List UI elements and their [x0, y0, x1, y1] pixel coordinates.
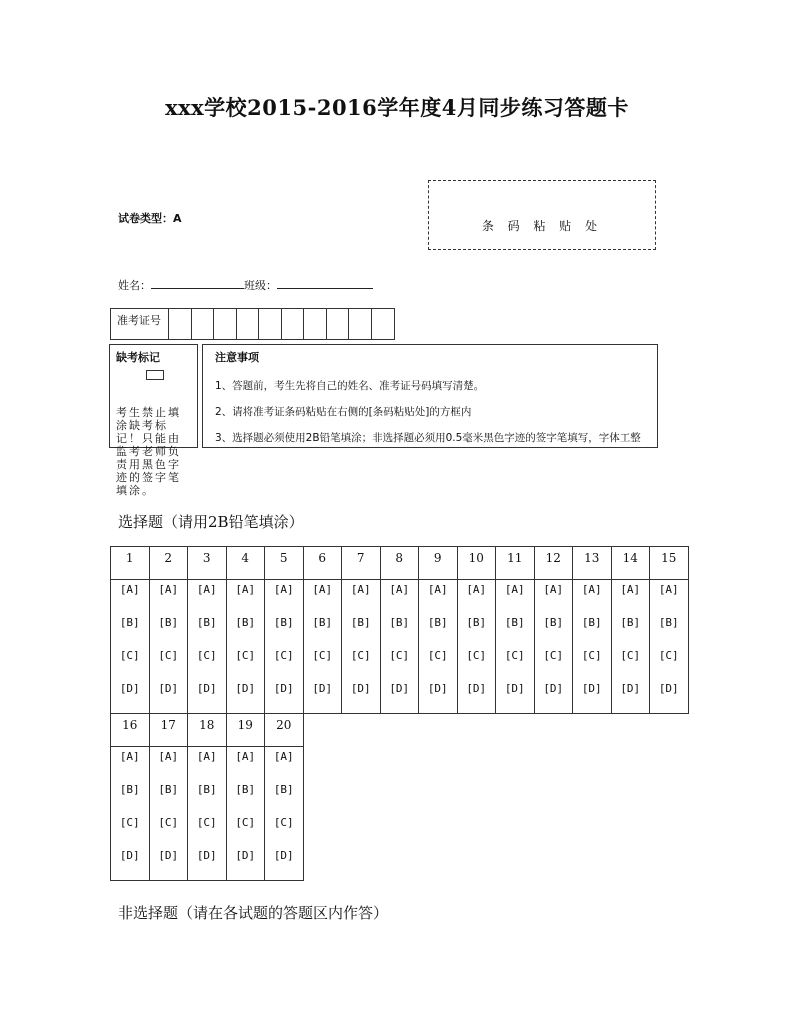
question-options — [111, 747, 150, 881]
ticket-digit-cell[interactable] — [259, 309, 282, 339]
question-number — [188, 714, 227, 747]
answer-option-bubble[interactable]: [D] — [119, 849, 140, 862]
answer-option-bubble[interactable]: [A] — [350, 583, 371, 596]
question-number — [111, 547, 150, 580]
answer-option-bubble[interactable]: [D] — [389, 682, 410, 695]
answer-option-bubble[interactable]: [A] — [543, 583, 564, 596]
answer-option-bubble[interactable]: [A] — [235, 750, 256, 763]
question-options — [380, 580, 419, 714]
answer-option-bubble[interactable]: [D] — [466, 682, 487, 695]
ticket-digit-cell[interactable] — [192, 309, 215, 339]
answer-grid-row2 — [110, 713, 304, 881]
page-title: xxx学校2015-2016学年度4月同步练习答题卡 — [165, 95, 629, 120]
question-number-label: 17 — [160, 718, 176, 732]
question-number-label: 2 — [164, 551, 173, 565]
question-number-label: 16 — [122, 718, 138, 732]
answer-option-bubble[interactable]: [D] — [158, 849, 179, 862]
answer-option-bubble[interactable]: [C] — [350, 649, 371, 662]
ticket-digit-cell[interactable] — [372, 309, 395, 339]
question-number — [496, 547, 535, 580]
question-options — [611, 580, 650, 714]
name-label: 姓名： — [118, 279, 151, 292]
question-number-label: 7 — [356, 551, 365, 565]
answer-option-bubble[interactable]: [D] — [273, 682, 294, 695]
answer-option-bubble[interactable]: [C] — [196, 649, 217, 662]
answer-option-bubble[interactable]: [D] — [543, 682, 564, 695]
question-options — [534, 580, 573, 714]
question-number-label: 6 — [318, 551, 327, 565]
question-number — [611, 547, 650, 580]
exam-type: 试卷类型：A — [118, 212, 182, 225]
question-number — [534, 547, 573, 580]
question-options — [265, 747, 304, 881]
answer-option-bubble[interactable]: [B] — [543, 616, 564, 629]
choice-section-title: 选择题（请用2B铅笔填涂） — [118, 513, 304, 531]
question-number-label: 20 — [276, 718, 292, 732]
class-field[interactable] — [277, 276, 373, 289]
answer-option-bubble[interactable]: [C] — [658, 649, 679, 662]
answer-option-bubble[interactable]: [D] — [273, 849, 294, 862]
answer-option-bubble[interactable]: [B] — [504, 616, 525, 629]
answer-option-bubble[interactable]: [B] — [196, 783, 217, 796]
answer-option-bubble[interactable]: [C] — [389, 649, 410, 662]
question-number — [380, 547, 419, 580]
answer-option-bubble[interactable]: [A] — [158, 750, 179, 763]
answer-option-bubble[interactable]: [B] — [158, 783, 179, 796]
answer-grid-row1 — [110, 546, 689, 714]
answer-option-bubble[interactable]: [D] — [235, 849, 256, 862]
answer-option-bubble[interactable]: [D] — [504, 682, 525, 695]
question-number-label: 4 — [241, 551, 250, 565]
answer-option-bubble[interactable]: [A] — [273, 583, 294, 596]
ticket-number-grid — [110, 308, 395, 340]
answer-option-bubble[interactable]: [B] — [273, 783, 294, 796]
ticket-digit-cell[interactable] — [304, 309, 327, 339]
answer-option-bubble[interactable]: [B] — [466, 616, 487, 629]
answer-option-bubble[interactable]: [A] — [466, 583, 487, 596]
question-number-label: 15 — [661, 551, 677, 565]
answer-option-bubble[interactable]: [D] — [196, 682, 217, 695]
answer-option-bubble[interactable]: [C] — [273, 816, 294, 829]
question-number — [650, 547, 689, 580]
nonchoice-section-title: 非选择题（请在各试题的答题区内作答） — [118, 904, 389, 922]
question-number-label: 19 — [237, 718, 253, 732]
question-options — [226, 747, 265, 881]
answer-option-bubble[interactable]: [B] — [581, 616, 602, 629]
answer-option-bubble[interactable]: [C] — [235, 816, 256, 829]
answer-option-bubble[interactable]: [B] — [273, 616, 294, 629]
question-number — [111, 714, 150, 747]
answer-option-bubble[interactable]: [D] — [158, 682, 179, 695]
answer-option-bubble[interactable]: [D] — [196, 849, 217, 862]
answer-option-bubble[interactable]: [C] — [196, 816, 217, 829]
answer-option-bubble[interactable]: [A] — [658, 583, 679, 596]
answer-option-bubble[interactable]: [C] — [119, 816, 140, 829]
ticket-digit-cell[interactable] — [237, 309, 260, 339]
answer-option-bubble[interactable]: [A] — [581, 583, 602, 596]
answer-option-bubble[interactable]: [C] — [158, 816, 179, 829]
question-number-label: 10 — [468, 551, 484, 565]
question-options — [496, 580, 535, 714]
answer-option-bubble[interactable]: [A] — [427, 583, 448, 596]
answer-option-bubble[interactable]: [D] — [350, 682, 371, 695]
question-options — [650, 580, 689, 714]
ticket-digit-cell[interactable] — [327, 309, 350, 339]
absent-mark-box — [109, 344, 198, 497]
question-number — [265, 714, 304, 747]
question-number — [457, 547, 496, 580]
answer-option-bubble[interactable]: [B] — [658, 616, 679, 629]
question-number — [265, 547, 304, 580]
answer-option-bubble[interactable]: [D] — [312, 682, 333, 695]
question-number — [303, 547, 342, 580]
question-number — [188, 547, 227, 580]
question-number — [226, 547, 265, 580]
answer-option-bubble[interactable]: [B] — [350, 616, 371, 629]
question-options — [303, 580, 342, 714]
ticket-digit-cell[interactable] — [169, 309, 192, 339]
question-number-label: 13 — [584, 551, 600, 565]
absent-mark-checkbox[interactable] — [146, 370, 164, 380]
answer-option-bubble[interactable]: [A] — [119, 583, 140, 596]
answer-option-bubble[interactable]: [C] — [466, 649, 487, 662]
answer-option-bubble[interactable]: [B] — [389, 616, 410, 629]
question-options — [188, 580, 227, 714]
answer-option-bubble[interactable]: [D] — [620, 682, 641, 695]
notes-box — [202, 344, 658, 448]
answer-option-bubble[interactable]: [B] — [119, 616, 140, 629]
answer-option-bubble[interactable]: [A] — [273, 750, 294, 763]
note-item: 1、答题前，考生先将自己的姓名、准考证号码填写清楚。 — [215, 380, 485, 392]
question-options — [419, 580, 458, 714]
answer-option-bubble[interactable]: [C] — [427, 649, 448, 662]
question-options — [188, 747, 227, 881]
ticket-digit-cell[interactable] — [282, 309, 305, 339]
answer-option-bubble[interactable]: [B] — [427, 616, 448, 629]
answer-option-bubble[interactable]: [D] — [119, 682, 140, 695]
answer-option-bubble[interactable]: [B] — [235, 616, 256, 629]
class-label: 班级： — [244, 279, 277, 292]
answer-option-bubble[interactable]: [A] — [119, 750, 140, 763]
answer-option-bubble[interactable]: [C] — [312, 649, 333, 662]
question-number — [419, 547, 458, 580]
answer-option-bubble[interactable]: [A] — [504, 583, 525, 596]
question-number — [573, 547, 612, 580]
absent-instructions: 考生禁止填涂缺考标记！只能由监考老师负责用黑色字迹的签字笔填涂。 — [116, 406, 181, 497]
note-item: 3、选择题必须使用2B铅笔填涂；非选择题必须用0.5毫米黑色字迹的签字笔填写，字体工整 — [215, 432, 641, 444]
answer-option-bubble[interactable]: [C] — [543, 649, 564, 662]
question-number-label: 14 — [622, 551, 638, 565]
question-options — [149, 747, 188, 881]
answer-option-bubble[interactable]: [B] — [119, 783, 140, 796]
question-options — [573, 580, 612, 714]
answer-option-bubble[interactable]: [A] — [235, 583, 256, 596]
answer-option-bubble[interactable]: [D] — [581, 682, 602, 695]
answer-option-bubble[interactable]: [A] — [196, 583, 217, 596]
question-options — [111, 580, 150, 714]
question-options — [342, 580, 381, 714]
answer-option-bubble[interactable]: [C] — [620, 649, 641, 662]
question-number-label: 9 — [433, 551, 442, 565]
answer-option-bubble[interactable]: [B] — [196, 616, 217, 629]
name-class-line — [118, 276, 373, 293]
question-number-label: 8 — [395, 551, 404, 565]
ticket-digit-cell[interactable] — [214, 309, 237, 339]
answer-option-bubble[interactable]: [C] — [273, 649, 294, 662]
question-options — [149, 580, 188, 714]
question-number-label: 3 — [202, 551, 211, 565]
question-number-label: 12 — [545, 551, 561, 565]
answer-option-bubble[interactable]: [C] — [119, 649, 140, 662]
answer-option-bubble[interactable]: [C] — [235, 649, 256, 662]
answer-option-bubble[interactable]: [D] — [658, 682, 679, 695]
answer-option-bubble[interactable]: [C] — [504, 649, 525, 662]
absent-title: 缺考标记 — [116, 351, 160, 364]
answer-option-bubble[interactable]: [A] — [389, 583, 410, 596]
note-item: 2、请将准考证条码粘贴在右侧的[条码粘贴处]的方框内 — [215, 406, 472, 418]
question-number-label: 18 — [199, 718, 215, 732]
ticket-digit-cell[interactable] — [349, 309, 372, 339]
question-number-label: 1 — [125, 551, 134, 565]
answer-option-bubble[interactable]: [D] — [235, 682, 256, 695]
answer-option-bubble[interactable]: [A] — [158, 583, 179, 596]
barcode-label: 条 码 粘 贴 处 — [481, 218, 603, 233]
answer-option-bubble[interactable]: [B] — [235, 783, 256, 796]
answer-option-bubble[interactable]: [B] — [620, 616, 641, 629]
question-number — [149, 714, 188, 747]
ticket-label: 准考证号 — [111, 309, 169, 339]
notes-title: 注意事项 — [215, 351, 259, 364]
question-options — [457, 580, 496, 714]
answer-option-bubble[interactable]: [B] — [312, 616, 333, 629]
name-field[interactable] — [151, 276, 244, 289]
barcode-area — [428, 180, 656, 250]
answer-option-bubble[interactable]: [C] — [158, 649, 179, 662]
question-number — [226, 714, 265, 747]
answer-option-bubble[interactable]: [B] — [158, 616, 179, 629]
answer-option-bubble[interactable]: [C] — [581, 649, 602, 662]
answer-option-bubble[interactable]: [A] — [196, 750, 217, 763]
question-number — [342, 547, 381, 580]
answer-option-bubble[interactable]: [D] — [427, 682, 448, 695]
question-options — [265, 580, 304, 714]
answer-option-bubble[interactable]: [A] — [620, 583, 641, 596]
answer-option-bubble[interactable]: [A] — [312, 583, 333, 596]
question-number-label: 11 — [507, 551, 523, 565]
question-options — [226, 580, 265, 714]
question-number-label: 5 — [279, 551, 288, 565]
question-number — [149, 547, 188, 580]
